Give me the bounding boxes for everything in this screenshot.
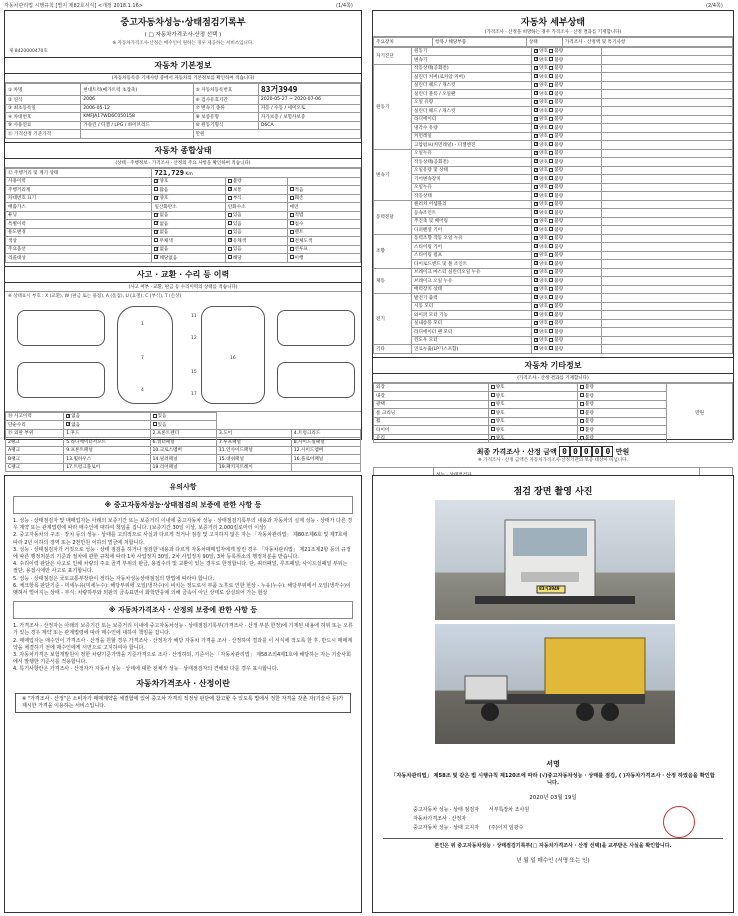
sign-text: 「자동차관리법」 제58조 및 같은 법 시행규칙 제120조에 따라 (√)중고자동차성능 · 상태를 점검, ( )자동차가격조사 · 산정 하였음을 확인합니다. — [391, 773, 715, 786]
detail-title: 자동차 세부상태 — [521, 18, 585, 28]
accident-history-title: 사고 · 교환 · 수리 등 이력 — [5, 266, 361, 283]
table-row: ⑨ 사용연료 가솔린 / 디젤 / LPG / 하이브리드 ⑩ 원동기형식 D6CA — [6, 121, 361, 130]
table-row: 와이퍼 모터 기능 ✓ 양호 불량 — [374, 311, 733, 320]
table-row: B랭크 13.휠하우스 14.필러패널 15.대쉬패널 16.플로어패널 — [6, 455, 361, 464]
basic-info-note: (자동차등록증 기재사항 중에서 자동차의 기본정보를 확인하여 적습니다) — [5, 74, 361, 83]
final-amount: 최종 가격조사 · 산정 금액 0 0 0 0 0 만원 — [476, 447, 630, 456]
table-row: 실린더 커버(로커암 커버) ✓ 양호 불량 — [374, 73, 733, 82]
section1-list — [13, 518, 353, 597]
table-row: ④ 차대번호 KMFJA17WD6C050158 ⑧ 보증유형 자가보증 / 보험사보증 — [6, 113, 361, 122]
table-row: 스티어링 펌프 ✓ 양호 불량 — [374, 251, 733, 260]
table-row: 실린더 헤드 / 개스킷 ✓ 양호 불량 — [374, 81, 733, 90]
table-row: 타이어 양호 불량 — [374, 426, 733, 435]
table-row: 동력전달 클러치 어셈블리 ✓ 양호 불량 — [374, 200, 733, 209]
table-row: 작동상태 ✓ 양호 불량 — [374, 192, 733, 201]
table-row: 리콜대상 ✓ 해당없음 해당 이행 — [6, 254, 361, 263]
accident-history-note: (사고 여부 · 교환, 판금 등 수리이력의 상태를 적습니다) — [5, 283, 361, 292]
car-damage-diagram: 1 7 4 16 11 12 15 17 — [5, 300, 361, 412]
table-row: 색상 무채색 ✓ 유채색 전체도색 — [6, 237, 361, 246]
table-row: ① 차명 현대트럭(메가트럭 초장축) ⑤ 자동차등록번호 83거3949 — [6, 84, 361, 96]
table-row: 내장 양호 불량 — [374, 392, 733, 401]
table-row: 변속기 ✓ 양호 불량 — [374, 56, 733, 65]
car-side-view-right — [17, 362, 105, 398]
list-item: 2. 중고자동차의 구조 · 장치 등의 성능 · 상태를 고의적으로 사실과 다르게 적거나 점검 및 고지하지 않은 자는 「자동차관리법」 제80조제6호 및 제7호에 따라 2년 이하의 징역 또는 2천만원 이하의 벌금에 처합니다. — [13, 532, 348, 546]
table-row: 커먼레일 ✓ 양호 불량 — [374, 132, 733, 141]
form-header-left: 자동차관리법 시행규칙 [별지 제82호서식] <개정 2018.1.16> — [4, 3, 143, 9]
section1-title: ※ 중고자동차성능·상태점검의 보증에 관한 사항 등 — [13, 496, 353, 514]
table-row: ⑮ 외판 부위 1.후드 2.프론트펜더 3.도어 4.트렁크리드 — [6, 429, 361, 438]
table-row: C랭크 17.트렁크플로어 18.리어패널 19.패키지트레이 — [6, 463, 361, 472]
table-row: 사용이력 ✓ 양호 불량 — [6, 177, 361, 186]
table-row: 브레이크 오일 누유 ✓ 양호 불량 — [374, 277, 733, 286]
list-item: 3. 자동차가격은 보험개발원이 정한 차량기준가액을 기준가격으로 조사 · 산정하되, 기준서는 「자동차관리법」 제58조의4제1호에 해당하는 자는 기술사회에서 발행한 기준서를 적용합니다. — [13, 652, 351, 666]
table-row: 주행거리계 많음 ✓ 보통 적음 — [6, 186, 361, 195]
document-number: 제 8420000470호 — [9, 49, 48, 54]
service-note: ※ 자동차가격조사·산정은 매수인이 원하는 경우 제공하는 서비스입니다. — [112, 41, 254, 46]
signers-table — [413, 805, 529, 832]
detail-note: (가격조사 · 산정을 희망하는 경우 가격조사 · 산정 결과를 기재합니다) — [373, 28, 733, 37]
table-row: 등속조인트 ✓ 양호 불량 — [374, 209, 733, 218]
table-row: ③ 최초등록일 2006-05-12 ⑦ 변속기 종류 자동 / 수동 / 세미오토 — [6, 104, 361, 113]
status-legend: ※ 상태표시 부호 : X (교환), W (판금 또는 용접), A (흠집), U (요철), C (부식), T (손상) — [8, 293, 182, 299]
table-row: ⑭ 사고이력 ✓ 없음 있음 — [6, 412, 361, 421]
table-row: 타이로드엔드 및 볼 조인트 ✓ 양호 불량 — [374, 260, 733, 269]
truck-rear-photo — [435, 624, 675, 744]
detail-table — [373, 37, 733, 47]
table-row: 전기 발전기 출력 ✓ 양호 불량 — [374, 294, 733, 303]
table-row: 주요옵션 ✓ 없음 있음 선루프 — [6, 245, 361, 254]
overall-state-note: (상태 · 주행정보 · 가격조사 · 산정의 주요 사항을 확인하여 적습니다) — [5, 159, 361, 168]
page-2-detail-state — [372, 10, 734, 463]
table-row: 단순수리 ✓ 없음 있음 — [6, 421, 361, 430]
box-title: 자동차가격조사 · 산정이란 — [136, 678, 230, 688]
table-row: 오일유량 및 상태 ✓ 양호 불량 — [374, 166, 733, 175]
table-header-row: 주요장치 항목 / 해당부품 상태 가격조사 · 산정액 및 특기사항 — [374, 38, 733, 47]
table-row: 작동상태(공회전) ✓ 양호 불량 — [374, 158, 733, 167]
table-row: ⑫ 주행거리 및 계기 상태 721,729 Km — [6, 168, 361, 177]
table-row: ⑪ 가격산정 기준가격 만원 — [6, 130, 361, 139]
table-row: 윈도우 모터 ✓ 양호 불량 — [374, 336, 733, 345]
table-row: 냉각수 유량 ✓ 양호 불량 — [374, 124, 733, 133]
box-text: ※ "가격조사 · 산정"은 소비자가 매매계약을 체결함에 있어 중고차 가격의 적정성 판단에 참고할 수 있도록 법에서 정한 자격을 갖춘 자(기술사 등)가 제시한 가격을 이용하는 서비스입니다. — [15, 693, 351, 713]
table-row: 자동차가격조사 · 산정자 — [413, 816, 467, 822]
overall-state-title: 자동차 종합상태 — [5, 142, 361, 159]
buyer-sign-line: 년 월 일 매수인 (서명 또는 인) — [516, 858, 590, 864]
table-row: 제동 브레이크 마스터 실린더오일 누유 ✓ 양호 불량 — [374, 268, 733, 277]
table-row: 배출가스 일산화탄소 탄화수소 매연 — [6, 203, 361, 212]
table-row: 원동기 작동상태(공회전) ✓ 양호 불량 — [374, 64, 733, 73]
final-note: ※ 가격조사 · 산정 금액은 자동차가격조사·산정기관의 보증 대상이 아닙니다. — [478, 458, 628, 463]
mileage-value: 721,729 — [154, 168, 184, 177]
table-row: 변속기 오일누유 ✓ 양호 불량 — [374, 149, 733, 158]
basic-info-title: 자동차 기본정보 — [5, 57, 361, 74]
table-row: 오일 유량 ✓ 양호 불량 — [374, 98, 733, 107]
table-row: 외장 양호 불량 만원 — [374, 383, 733, 392]
section2-list — [13, 623, 353, 673]
subtitle: ( □ 자동차가격조사·산정 선택 ) — [144, 32, 222, 38]
car-side-view-rear-left — [277, 310, 355, 346]
table-row: 배력장치 상태 ✓ 양호 불량 — [374, 285, 733, 294]
table-row: 유리 양호 불량 — [374, 434, 733, 443]
section2-title: ※ 자동차가격조사 · 산정의 보증에 관한 사항 등 — [13, 601, 353, 619]
car-frame-view — [201, 306, 265, 404]
car-side-view-left — [17, 310, 105, 346]
table-row: 중고자동차 성능 · 상태 고지자 (주)이지 임광수 — [413, 825, 524, 831]
table-row: 차대번호 표기 ✓ 양호 부식 훼손 — [6, 194, 361, 203]
table-row: 고압펌프(커먼레일) - 디젤엔진 ✓ 양호 불량 — [374, 141, 733, 150]
table-row: 조향 동력조향 작동 오일 누유 ✓ 양호 불량 — [374, 234, 733, 243]
page-number-1: (1/4쪽) — [336, 3, 353, 9]
page-1-inspection-record — [4, 10, 362, 471]
accident-table — [5, 412, 361, 473]
table-row: 디퍼렌셜 기어 ✓ 양호 불량 — [374, 226, 733, 235]
table-row: 시동 모터 ✓ 양호 불량 — [374, 302, 733, 311]
table-row: 라디에이터 팬 모터 ✓ 양호 불량 — [374, 328, 733, 337]
table-row: 휠 양호 불량 — [374, 417, 733, 426]
table-row: 튜닝 ✓ 없음 있음 적법 — [6, 211, 361, 220]
table-row: A랭크 9.프론트패널 10.크로스멤버 11.인사이드패널 12.사이드멤버 — [6, 446, 361, 455]
table-row: 기타 연료누출(LP가스포함) ✓ 양호 불량 — [374, 345, 733, 354]
list-item: 1. 가격조사 · 산정자는 아래의 보증기간 또는 보증거리 이내에 중고자동차성능 · 상태점검기록부(가격조사 · 산정 부분 한정)에 기재된 내용에 허위 또는 오류가 있는 경우 계약 또는 관계법령에 따라 매수인에 대하여 책임을 집니다. — [13, 623, 353, 637]
truck-front-photo — [435, 500, 675, 620]
table-row: 광택 양호 불량 — [374, 400, 733, 409]
table-row: 자기진단 원동기 ✓ 양호 불량 — [374, 47, 733, 56]
page-title: 중고자동차성능·상태점검기록부 — [120, 18, 246, 28]
list-item: 5. 성능 · 상태점검은 국토교통부장관이 정하는 자동차성능상태점검의 방법에 따라야 합니다. — [13, 575, 214, 582]
detail-groups — [373, 47, 733, 354]
table-row: 중고자동차 성능 · 상태 점검자 서부특장차 조사원 — [413, 807, 530, 813]
table-row: 실린더 블록 / 오일팬 ✓ 양호 불량 — [374, 90, 733, 99]
confirm-text: 본인은 위 중고자동차성능 · 상태점검기록부(□ 자동차가격조사 · 산정 선택)을 교부받은 사실을 확인합니다. — [383, 838, 723, 850]
photo-title: 점검 장면 촬영 사진 — [513, 487, 593, 497]
detail-items-table — [373, 47, 733, 354]
list-item: 4. 수리이력 판단은 사고로 인해 차량의 주요 골격 부위의 판금, 용접수리 및 교환이 있는 경우로 한정합니다. 단, 쿼터패널, 루프패널, 사이드실패널 부위는 절단, 용접시에만 사고로 표기합니다. — [13, 561, 348, 575]
page-number-2: (2/4쪽) — [706, 3, 723, 9]
table-row: 실린더 헤드 / 개스킷 ✓ 양호 불량 — [374, 107, 733, 116]
page-4-photos — [372, 475, 734, 913]
car-side-view-rear-right — [277, 362, 355, 398]
page-3-notices — [4, 475, 362, 913]
table-row: 라디에이터 ✓ 양호 불량 — [374, 115, 733, 124]
car-top-view — [117, 306, 173, 404]
table-row: 기어변속장치 ✓ 양호 불량 — [374, 175, 733, 184]
list-item: 1. 성능 · 상태점검자 및 매매업자는 아래의 보증기간 또는 보증거리 이내에 중고자동차 성능 · 상태점검기록부의 내용과 자동차의 실제 성능 · 상태가 다른 경우 계약 또는 관계법령에 따라 매수인에 대하여 책임을 집니다. (보증기간 30일 이상, 보증거리 2,000킬로미터 이상) — [13, 518, 353, 532]
sign-heading: 서명 — [546, 760, 560, 768]
plate-label: 83거3949 — [539, 586, 560, 591]
other-info-note: (가격조사 · 산정 결과를 기재합니다) — [373, 374, 733, 383]
table-row: 룸 크리닝 양호 불량 — [374, 409, 733, 418]
notice-heading: 유의사항 — [169, 483, 197, 491]
other-info-title: 자동차 기타정보 — [373, 357, 733, 374]
table-row: 특별이력 ✓ 없음 있음 침수 — [6, 220, 361, 229]
other-info-table — [373, 383, 733, 444]
plate-number: 83거3949 — [260, 85, 298, 94]
table-row: 추진축 및 베어링 ✓ 양호 불량 — [374, 217, 733, 226]
table-row: 오일누유 ✓ 양호 불량 — [374, 183, 733, 192]
list-item: 2. 매매업자는 매수인이 가격조사 · 산정을 원할 경우 가격조사 · 산정자가 해당 자동차 가격을 조사 · 산정하여 결과를 이 서식에 적도록 한 후, 반드시 매매계약을 체결하기 전에 매수인에게 서면으로 고지하여야 합니다. — [13, 637, 353, 651]
table-row: ② 연식 2006 ⑥ 검사유효기간 2020-05-27 ~ 2020-07-06 — [6, 96, 361, 105]
table-row: 용도변경 ✓ 없음 있음 렌트 — [6, 228, 361, 237]
list-item: 3. 성능 · 상태점검자가 거짓으로 성능 · 상태 점검을 하거나 점검한 내용과 다르게 자동차매매업자에게 알린 경우 「자동차관리법」 제21조제2항 등의 규정에 따른 행정처분의 기준과 절차에 관한 규칙에 따라 1차 사업정지 30일, 2차 사업정지 90일, 3차 등록취소의 행정처분을 받습니다. — [13, 546, 351, 561]
basic-info-table — [5, 83, 361, 139]
table-row: 스티어링 기어 ✓ 양호 불량 — [374, 243, 733, 252]
overall-state-table — [5, 168, 361, 263]
list-item: 4. 특기사항란은 가격조사 · 산정자가 자동차 성능 · 상태에 대한 전체가 성능 · 상태점검자의 견해와 다를 경우 표시합니다. — [13, 666, 279, 673]
table-row: 실내송풍 모터 ✓ 양호 불량 — [374, 319, 733, 328]
list-item: 6. 체크항목 판단기준 - 미세누유(미세누수): 해당부위에 오일(냉각수)이 비치는 정도로서 부품 노후로 인한 현상 - 누유(누수): 해당부위에서 오일(냉각수)이 맺혀서 떨어지는 상태 - 부식: 차량하부와 외판의 금속표면이 화학반응에 의해 금속이 아닌 상태로 상실되어 가는 현상 — [13, 582, 351, 597]
sign-date: 2020년 03월 19일 — [529, 795, 577, 801]
table-row: 2랭크 5.라디에이터서포트 6.쿼터패널 7.루프패널 8.사이드실패널 — [6, 438, 361, 447]
official-stamp — [663, 806, 695, 838]
